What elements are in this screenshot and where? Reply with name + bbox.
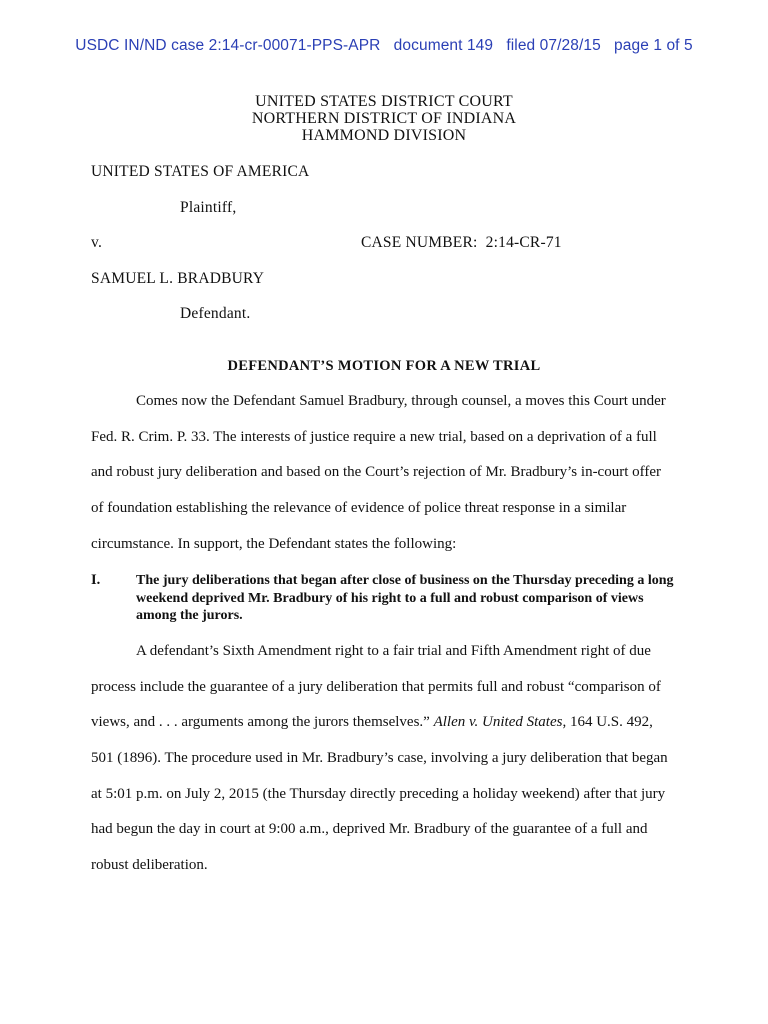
- paragraph-line: had begun the day in court at 9:00 a.m., deprived Mr. Bradbury of the guarantee of a full and: [91, 821, 648, 837]
- paragraph-line: Fed. R. Crim. P. 33. The interests of justice require a new trial, based on a deprivation of a full: [91, 429, 657, 445]
- court-name: UNITED STATES DISTRICT COURT: [255, 93, 513, 110]
- case-number: CASE NUMBER: 2:14-CR-71: [361, 234, 562, 251]
- section-heading: The jury deliberations that began after close of business on the Thursday preceding a long weekend deprived Mr. Bradbury of his right to a full and robust comparison of views among the jurors.: [136, 573, 674, 623]
- ecf-header-stamp: USDC IN/ND case 2:14-cr-00071-PPS-APR document 149 filed 07/28/15 page 1 of 5: [75, 37, 693, 54]
- defendant-name: SAMUEL L. BRADBURY: [91, 270, 265, 287]
- paragraph-line: robust deliberation.: [91, 857, 208, 873]
- court-district: NORTHERN DISTRICT OF INDIANA: [251, 110, 517, 127]
- plaintiff-role: Plaintiff,: [180, 199, 237, 216]
- motion-title: DEFENDANT’S MOTION FOR A NEW TRIAL: [227, 358, 541, 374]
- paragraph-line: process include the guarantee of a jury deliberation that permits full and robust “comparison of: [91, 679, 661, 695]
- citation-reporter: , 164 U.S. 492,: [562, 714, 653, 730]
- versus: v.: [91, 234, 103, 251]
- section-number: I.: [91, 572, 101, 588]
- paragraph-line: 501 (1896). The procedure used in Mr. Bradbury’s case, involving a jury deliberation that began: [91, 750, 668, 766]
- paragraph-line: of foundation establishing the relevance of evidence of police threat response in a similar: [91, 500, 627, 516]
- plaintiff-name: UNITED STATES OF AMERICA: [91, 163, 310, 180]
- court-division: HAMMOND DIVISION: [301, 127, 467, 144]
- paragraph-line: and robust jury deliberation and based on the Court’s rejection of Mr. Bradbury’s in-court offer: [91, 464, 661, 480]
- case-citation: Allen v. United States: [433, 714, 563, 730]
- defendant-role: Defendant.: [180, 305, 251, 322]
- paragraph-line: circumstance. In support, the Defendant states the following:: [91, 536, 457, 552]
- paragraph-line: at 5:01 p.m. on July 2, 2015 (the Thursday directly preceding a holiday weekend) after that jury: [91, 786, 666, 802]
- paragraph-line: A defendant’s Sixth Amendment right to a fair trial and Fifth Amendment right of due: [136, 643, 651, 659]
- paragraph-line: [91, 714, 653, 731]
- paragraph-line: Comes now the Defendant Samuel Bradbury, through counsel, a moves this Court under: [136, 393, 666, 409]
- quote-text: views, and . . . arguments among the jurors themselves.”: [91, 714, 434, 730]
